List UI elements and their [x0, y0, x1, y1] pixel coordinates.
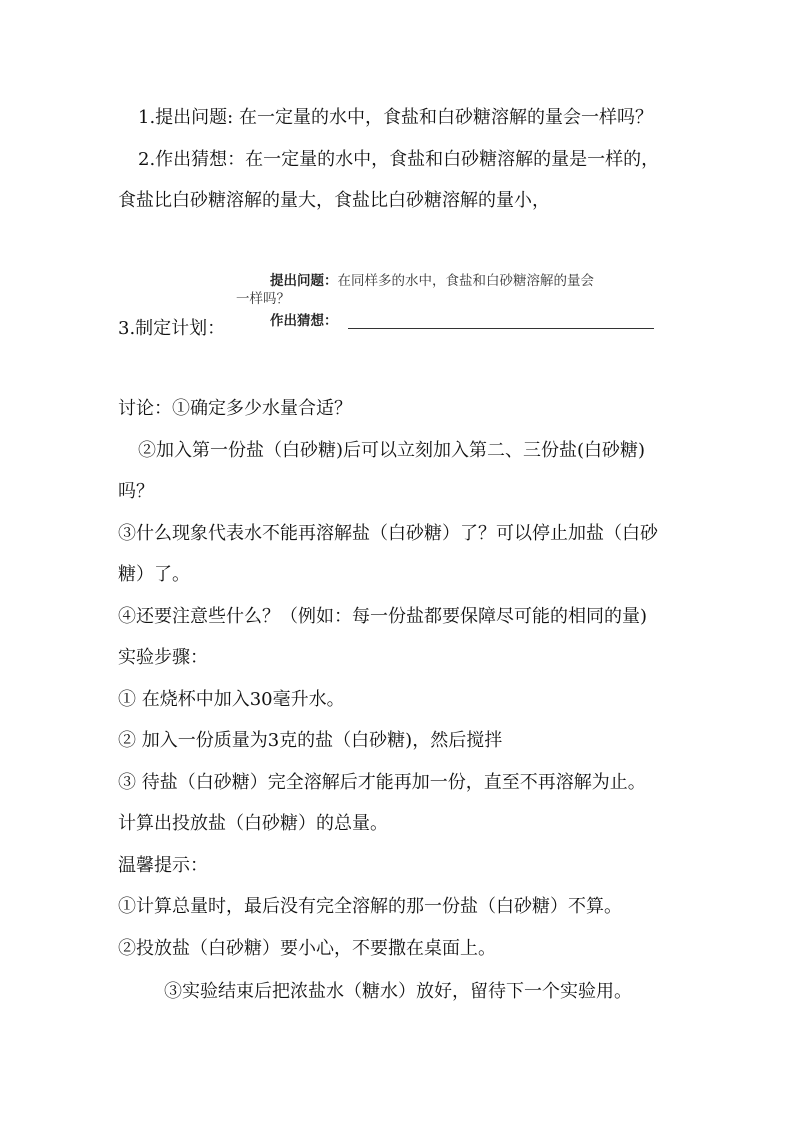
embedded-guess-label: 作出猜想： — [270, 313, 338, 329]
steps-title: 实验步骤： — [118, 647, 208, 668]
step-2: ② 加入一份质量为3克的盐（白砂糖)，然后搅拌 — [118, 730, 503, 751]
embedded-answer-blank — [348, 328, 654, 329]
embedded-ask-continuation: 一样吗？ — [236, 291, 290, 307]
step-1: ① 在烧杯中加入30毫升水。 — [118, 689, 345, 710]
question-line: 1.提出问题: 在一定量的水中，食盐和白砂糖溶解的量会一样吗？ — [138, 107, 653, 128]
plan-label: 3.制定计划： — [118, 318, 226, 339]
discussion-item-3-line-1: ③什么现象代表水不能再溶解盐（白砂糖）了？可以停止加盐（白砂 — [118, 523, 658, 544]
discussion-item-2-line-1: ②加入第一份盐（白砂糖)后可以立刻加入第二、三份盐(白砂糖) — [138, 440, 646, 461]
calculation-line: 计算出投放盐（白砂糖）的总量。 — [118, 813, 388, 834]
hypothesis-line-2: 食盐比白砂糖溶解的量大，食盐比白砂糖溶解的量小， — [118, 190, 550, 211]
discussion-item-2-line-2: 吗？ — [118, 481, 154, 502]
tip-2: ②投放盐（白砂糖）要小心，不要撒在桌面上。 — [118, 938, 496, 959]
embedded-ask-text: 在同样多的水中，食盐和白砂糖溶解的量会 — [337, 273, 594, 289]
tip-1: ①计算总量时，最后没有完全溶解的那一份盐（白砂糖）不算。 — [118, 896, 622, 917]
embedded-worksheet-image — [236, 266, 666, 338]
discussion-item-3-line-2: 糖）了。 — [118, 564, 190, 585]
embedded-ask-label: 提出问题： — [270, 273, 338, 289]
discussion-item-1: 讨论：①确定多少水量合适？ — [118, 398, 352, 419]
tip-3: ③实验结束后把浓盐水（糖水）放好，留待下一个实验用。 — [164, 981, 632, 1002]
step-3: ③ 待盐（白砂糖）完全溶解后才能再加一份，直至不再溶解为止。 — [118, 772, 646, 793]
discussion-item-4: ④还要注意些什么？（例如：每一份盐都要保障尽可能的相同的量) — [118, 606, 648, 627]
tips-title: 温馨提示： — [118, 855, 208, 876]
hypothesis-line-1: 2.作出猜想：在一定量的水中，食盐和白砂糖溶解的量是一样的， — [138, 149, 660, 170]
